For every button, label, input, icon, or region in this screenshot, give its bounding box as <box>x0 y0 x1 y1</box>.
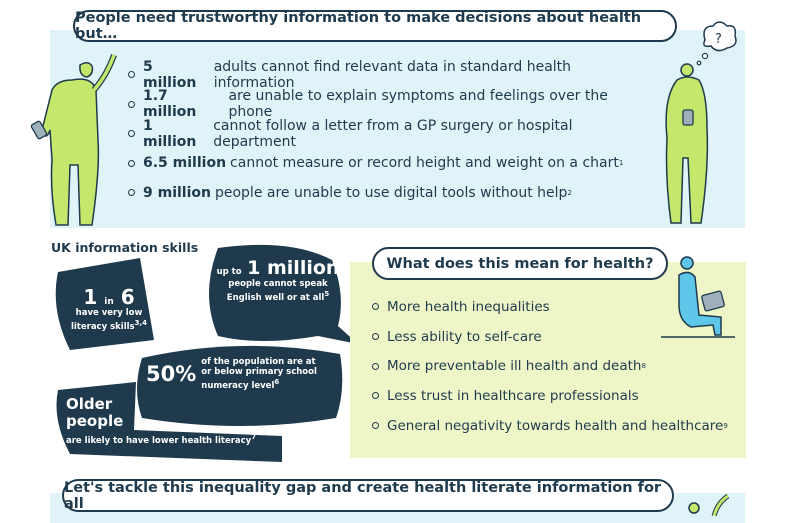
stat-item: 5 million adults cannot find relevant data in standard health information <box>128 60 648 90</box>
top-stat-list <box>128 60 648 208</box>
effect-item: Less trust in healthcare professionals <box>372 381 742 411</box>
question-mark-icon: ? <box>715 32 722 47</box>
older-people-stat: Older people are likely to have lower health literacy$^7$ <box>66 395 257 446</box>
stat-item: 1 million cannot follow a letter from a GP surgery or hospital department <box>128 119 648 149</box>
effect-item: More health inequalities <box>372 292 742 322</box>
top-title-bubble <box>73 10 677 42</box>
effect-item: General negativity towards health and healthcare 9 <box>372 411 742 441</box>
bottom-title-bubble <box>62 479 674 512</box>
bullet-icon <box>128 189 135 196</box>
bullet-icon <box>372 333 379 340</box>
stat-item: 9 million people are unable to use digital tools without help 2 <box>128 178 648 208</box>
health-effect-list <box>372 292 742 440</box>
person-pointing-illustration <box>22 50 122 230</box>
health-title: What does this mean for health? <box>386 255 654 272</box>
effect-item: More preventable ill health and death 8 <box>372 351 742 381</box>
bullet-icon <box>128 130 135 137</box>
one-in-six-stat: 1 in 6 have very low literacy skills$^{3,4}$ <box>70 285 148 332</box>
bottom-title: Let's tackle this inequality gap and create health literate information for all <box>64 479 662 512</box>
stat-item: 1.7 million are unable to explain symptoms and feelings over the phone <box>128 90 648 120</box>
bullet-icon <box>372 392 379 399</box>
health-title-bubble <box>372 247 668 280</box>
million-stat: up to 1 million people cannot speak English well or at all$^5$ <box>216 257 340 303</box>
effect-item: Less ability to self-care <box>372 322 742 352</box>
person-partial-illustration <box>684 492 744 516</box>
bullet-icon <box>372 363 379 370</box>
person-thinking-illustration <box>655 18 755 230</box>
bullet-icon <box>128 160 135 167</box>
bullet-icon <box>372 303 379 310</box>
bullet-icon <box>128 101 135 108</box>
bullet-icon <box>372 422 379 429</box>
skills-heading: UK information skills <box>51 240 199 255</box>
fifty-percent-stat: 50% of the population are at or below primary school numeracy level$^6$ <box>146 357 317 391</box>
top-title: People need trustworthy information to make decisions about health but… <box>75 10 642 42</box>
bullet-icon <box>128 71 135 78</box>
stat-item: 6.5 million cannot measure or record height and weight on a chart 1 <box>128 149 648 179</box>
